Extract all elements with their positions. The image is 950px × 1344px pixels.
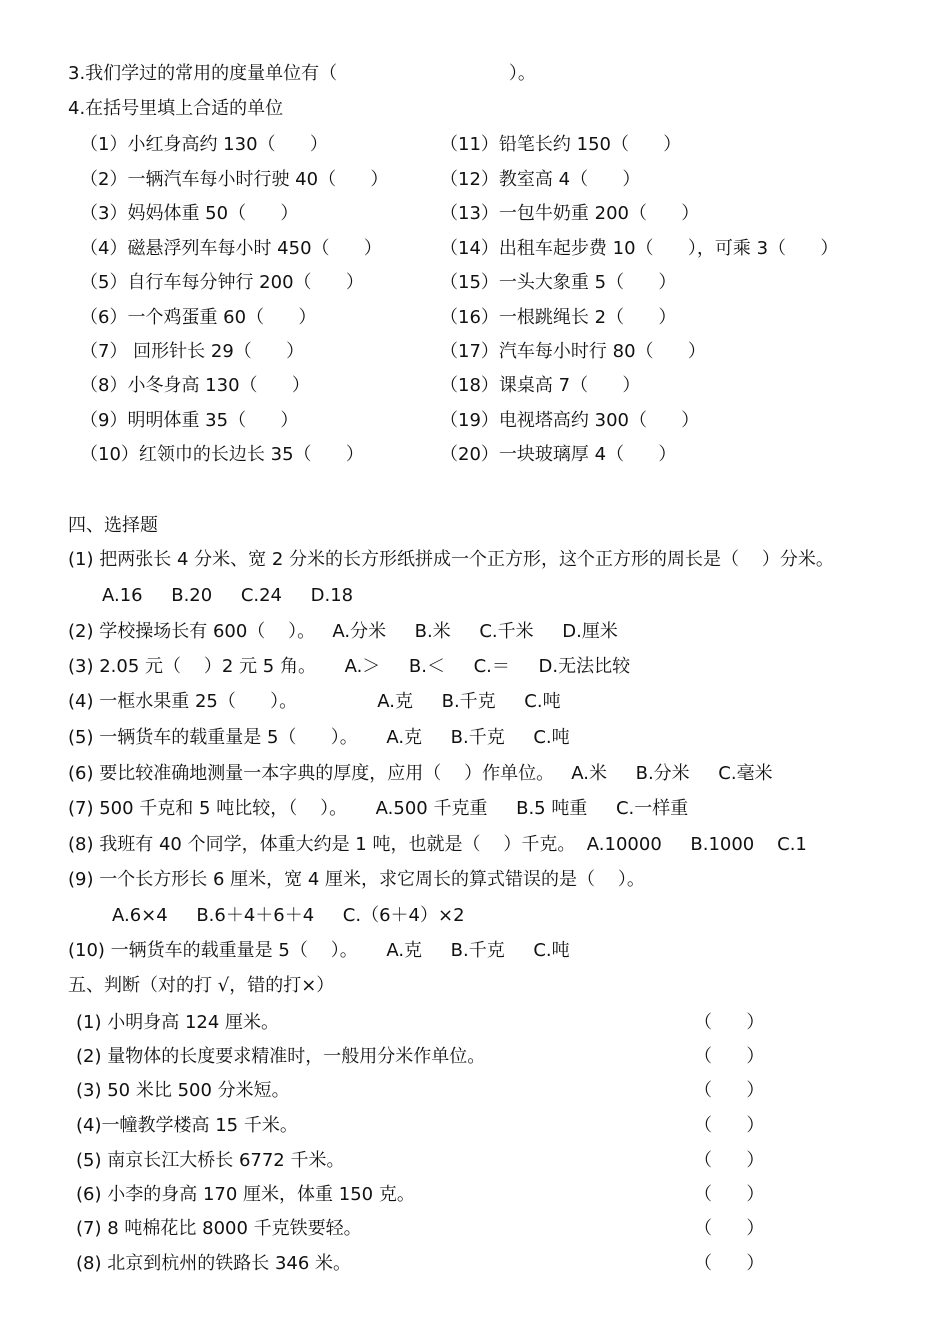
choice-question: (9) 一个长方形长 6 厘米，宽 4 厘米，求它周长的算式错误的是（ ）。 bbox=[68, 869, 645, 890]
judge-item: (2) 量物体的长度要求精准时，一般用分米作单位。 bbox=[76, 1046, 486, 1067]
judge-item: (8) 北京到杭州的铁路长 346 米。 bbox=[76, 1253, 352, 1274]
left-item: （3）妈妈体重 50（ ） bbox=[80, 203, 299, 224]
right-item: （14）出租车起步费 10（ ），可乘 3（ ） bbox=[440, 238, 839, 259]
answer-paren: （ ） bbox=[694, 1115, 765, 1136]
choice-question: (3) 2.05 元（ ）2 元 5 角。 A.＞ B.＜ C.＝ D.无法比较 bbox=[68, 656, 631, 677]
judge-item: (6) 小李的身高 170 厘米，体重 150 克。 bbox=[76, 1184, 415, 1205]
right-item: （20）一块玻璃厚 4（ ） bbox=[440, 444, 677, 465]
answer-paren: （ ） bbox=[694, 1218, 765, 1239]
judge-item: (5) 南京长江大桥长 6772 千米。 bbox=[76, 1150, 345, 1171]
answer-paren: （ ） bbox=[694, 1080, 765, 1101]
section-4-title: 四、选择题 bbox=[68, 515, 158, 536]
answer-paren: （ ） bbox=[694, 1253, 765, 1274]
choice-question: (1) 把两张长 4 分米、宽 2 分米的长方形纸拼成一个正方形，这个正方形的周长是（ ）分米。 bbox=[68, 549, 834, 570]
right-item: （17）汽车每小时行 80（ ） bbox=[440, 341, 706, 362]
choice-options: A.16 B.20 C.24 D.18 bbox=[102, 585, 354, 606]
answer-paren: （ ） bbox=[694, 1184, 765, 1205]
answer-paren: （ ） bbox=[694, 1150, 765, 1171]
right-item: （16）一根跳绳长 2（ ） bbox=[440, 307, 677, 328]
judge-item: (4)一幢教学楼高 15 千米。 bbox=[76, 1115, 298, 1136]
left-item: （4）磁悬浮列车每小时 450（ ） bbox=[80, 238, 382, 259]
question-4-title: 4.在括号里填上合适的单位 bbox=[68, 98, 284, 119]
judge-item: (3) 50 米比 500 分米短。 bbox=[76, 1080, 290, 1101]
right-item: （18）课桌高 7（ ） bbox=[440, 375, 641, 396]
right-item: （13）一包牛奶重 200（ ） bbox=[440, 203, 700, 224]
choice-question: (4) 一框水果重 25（ ）。 A.克 B.千克 C.吨 bbox=[68, 691, 561, 712]
left-item: （5）自行车每分钟行 200（ ） bbox=[80, 272, 364, 293]
left-item: （1）小红身高约 130（ ） bbox=[80, 134, 328, 155]
left-item: （7） 回形针长 29（ ） bbox=[80, 341, 305, 362]
left-item: （10）红领巾的长边长 35（ ） bbox=[80, 444, 364, 465]
judge-item: (7) 8 吨棉花比 8000 千克铁要轻。 bbox=[76, 1218, 362, 1239]
choice-question: (8) 我班有 40 个同学，体重大约是 1 吨，也就是（ ）千克。 A.10000 B.1000 C.1 bbox=[68, 834, 807, 855]
right-item: （12）教室高 4（ ） bbox=[440, 169, 641, 190]
choice-question: (6) 要比较准确地测量一本字典的厚度，应用（ ）作单位。 A.米 B.分米 C.毫米 bbox=[68, 763, 773, 784]
choice-question: (7) 500 千克和 5 吨比较，（ ）。 A.500 千克重 B.5 吨重 C.一样重 bbox=[68, 798, 689, 819]
answer-paren: （ ） bbox=[694, 1012, 765, 1033]
right-item: （11）铅笔长约 150（ ） bbox=[440, 134, 682, 155]
right-item: （19）电视塔高约 300（ ） bbox=[440, 410, 700, 431]
choice-question: (2) 学校操场长有 600（ ）。 A.分米 B.米 C.千米 D.厘米 bbox=[68, 621, 618, 642]
right-item: （15）一头大象重 5（ ） bbox=[440, 272, 677, 293]
question-3: 3.我们学过的常用的度量单位有（ ）。 bbox=[68, 63, 536, 84]
answer-paren: （ ） bbox=[694, 1046, 765, 1067]
judge-item: (1) 小明身高 124 厘米。 bbox=[76, 1012, 280, 1033]
choice-question: (10) 一辆货车的载重量是 5（ ）。 A.克 B.千克 C.吨 bbox=[68, 940, 570, 961]
choice-question: (5) 一辆货车的载重量是 5（ ）。 A.克 B.千克 C.吨 bbox=[68, 727, 570, 748]
left-item: （9）明明体重 35（ ） bbox=[80, 410, 299, 431]
section-5-title: 五、判断（对的打 √，错的打×） bbox=[68, 975, 335, 996]
left-item: （8）小冬身高 130（ ） bbox=[80, 375, 310, 396]
left-item: （2）一辆汽车每小时行驶 40（ ） bbox=[80, 169, 389, 190]
choice-options: A.6×4 B.6＋4＋6＋4 C.（6＋4）×2 bbox=[112, 905, 465, 926]
left-item: （6）一个鸡蛋重 60（ ） bbox=[80, 307, 317, 328]
